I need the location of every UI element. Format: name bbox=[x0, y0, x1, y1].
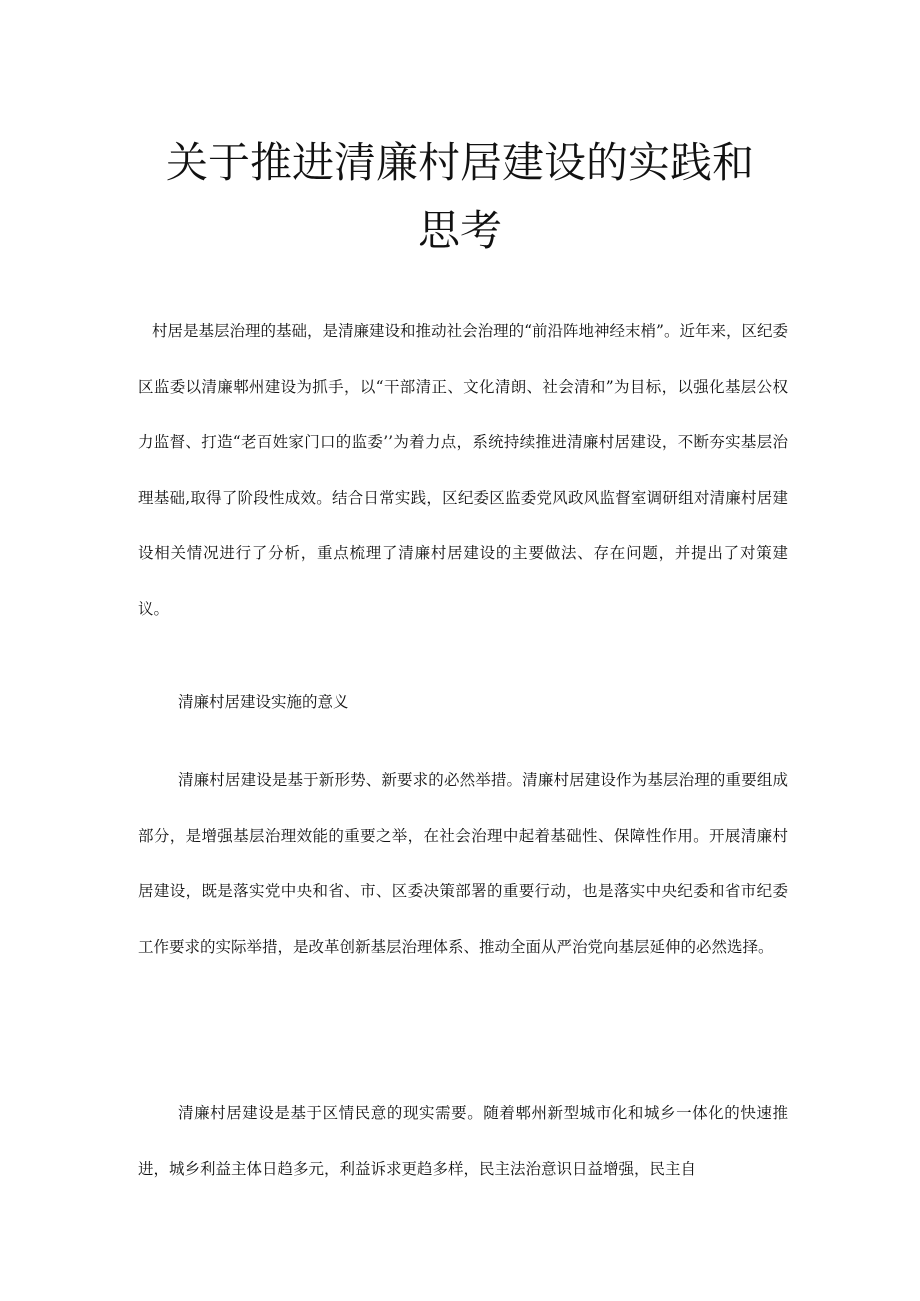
body-paragraph-2: 清廉村居建设是基于区情民意的现实需要。随着郫州新型城市化和城乡一体化的快速推进，城乡利益主体日趋多元，利益诉求更趋多样，民主法治意识日益增强，民主自 bbox=[138, 1104, 788, 1178]
document-title-line-2: 思考 bbox=[417, 206, 502, 255]
body-paragraph-1: 清廉村居建设是基于新形势、新要求的必然举措。清廉村居建设作为基层治理的重要组成部分，是增强基层治理效能的重要之举，在社会治理中起着基础性、保障性作用。开展清廉村居建设，既是落实党中央和省、市、区委决策部署的重要行动，也是落实中央纪委和省市纪委工作要求的实际举措，是改革创新基层治理体系、推动全面从严治党向基层延伸的必然选择。 bbox=[138, 771, 788, 956]
intro-paragraph: 村居是基层治理的基础，是清廉建设和推动社会治理的“前沿阵地神经末梢”。近年来，区纪委区监委以清廉郫州建设为抓手，以“干部清正、文化清朗、社会清和”为目标，以强化基层公权力监督、打造“老百姓家门口的监委’’为着力点，系统持续推进清廉村居建设，不断夯实基层治理基础,取得了阶段性成效。结合日常实践，区纪委区监委党风政风监督室调研组对清廉村居建设相关情况进行了分析，重点梳理了清廉村居建设的主要做法、存在问题，并提出了对策建议。 bbox=[138, 322, 788, 618]
section-heading: 清廉村居建设实施的意义 bbox=[178, 693, 349, 711]
document-title-line-1: 关于推进清廉村居建设的实践和 bbox=[165, 138, 754, 187]
